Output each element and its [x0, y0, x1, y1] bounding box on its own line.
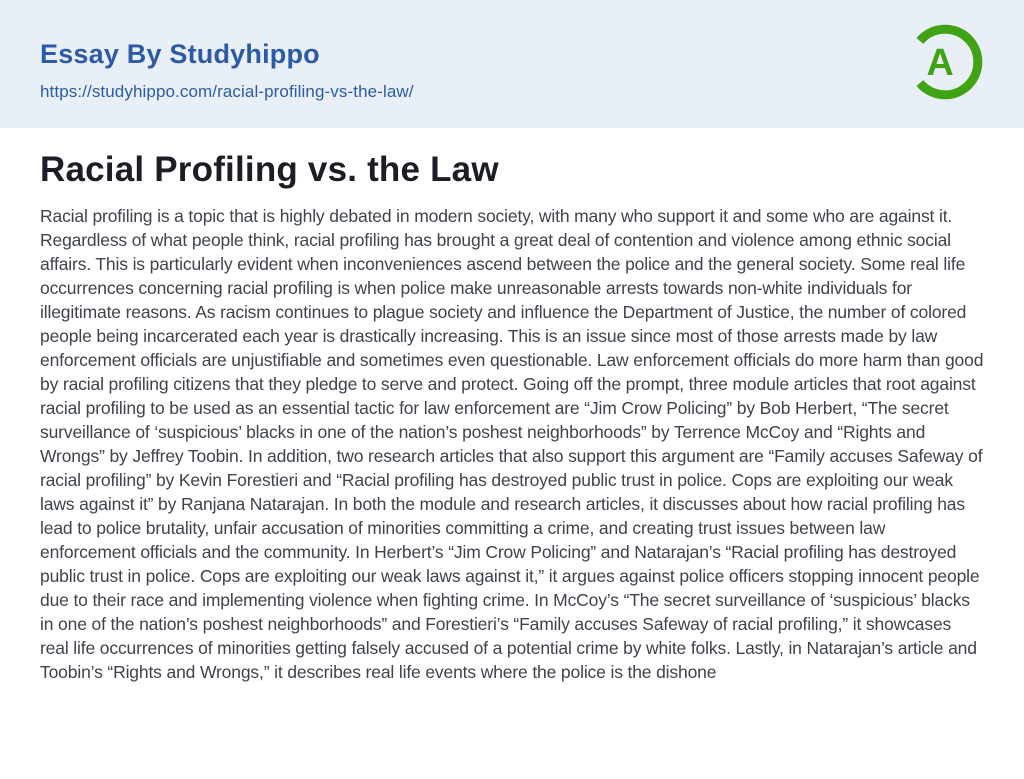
page-header [0, 0, 1024, 128]
essay-content [0, 128, 1024, 684]
essay-body-paragraph: Racial profiling is a topic that is highly debated in modern society, with many who support it and some who are against it. Regardless of what people think, racial profiling has brought a great deal of contention and violence among ethnic social affairs. This is particularly evident when inconveniences ascend between the police and the general society. Some real life occurrences concerning racial profiling is when police make unreasonable arrests towards non-white individuals for illegitimate reasons. As racism continues to plague society and influence the Department of Justice, the number of colored people being incarcerated each year is drastically increasing. This is an issue since most of those arrests made by law enforcement officials are unjustifiable and sometimes even questionable. Law enforcement officials do more harm than good by racial profiling citizens that they pledge to serve and protect. Going off the prompt, three module articles that root against racial profiling to be used as an essential tactic for law enforcement are “Jim Crow Policing” by Bob Herbert, “The secret surveillance of ‘suspicious’ blacks in one of the nation’s poshest neighborhoods” by Terrence McCoy and “Rights and Wrongs” by Jeffrey Toobin. In addition, two research articles that also support this argument are “Family accuses Safeway of racial profiling” by Kevin Forestieri and “Racial profiling has destroyed public trust in police. Cops are exploiting our weak laws against it” by Ranjana Natarajan. In both the module and research articles, it discusses about how racial profiling has lead to police brutality, unfair accusation of minorities committing a crime, and creating trust issues between law enforcement officials and the community. In Herbert’s “Jim Crow Policing” and Natarajan’s “Racial profiling has destroyed public trust in police. Cops are exploiting our weak laws against it,” it argues against police officers stopping innocent people due to their race and implementing violence when fighting crime. In McCoy’s “The secret surveillance of ‘suspicious’ blacks in one of the nation’s poshest neighborhoods” and Forestieri’s “Family accuses Safeway of racial profiling,” it showcases real life occurrences of minorities getting falsely accused of a potential crime by white folks. Lastly, in Natarajan’s article and Toobin’s “Rights and Wrongs,” it describes real life events where the police is the dishone [40, 206, 984, 683]
studyhippo-logo [904, 21, 986, 103]
site-title: Essay By Studyhippo [40, 39, 320, 69]
essay-title: Racial Profiling vs. the Law [40, 150, 499, 189]
studyhippo-logo-icon [904, 21, 986, 103]
source-url-link[interactable]: https://studyhippo.com/racial-profiling-vs-the-law/ [40, 81, 414, 101]
logo-letter: A [926, 41, 954, 84]
